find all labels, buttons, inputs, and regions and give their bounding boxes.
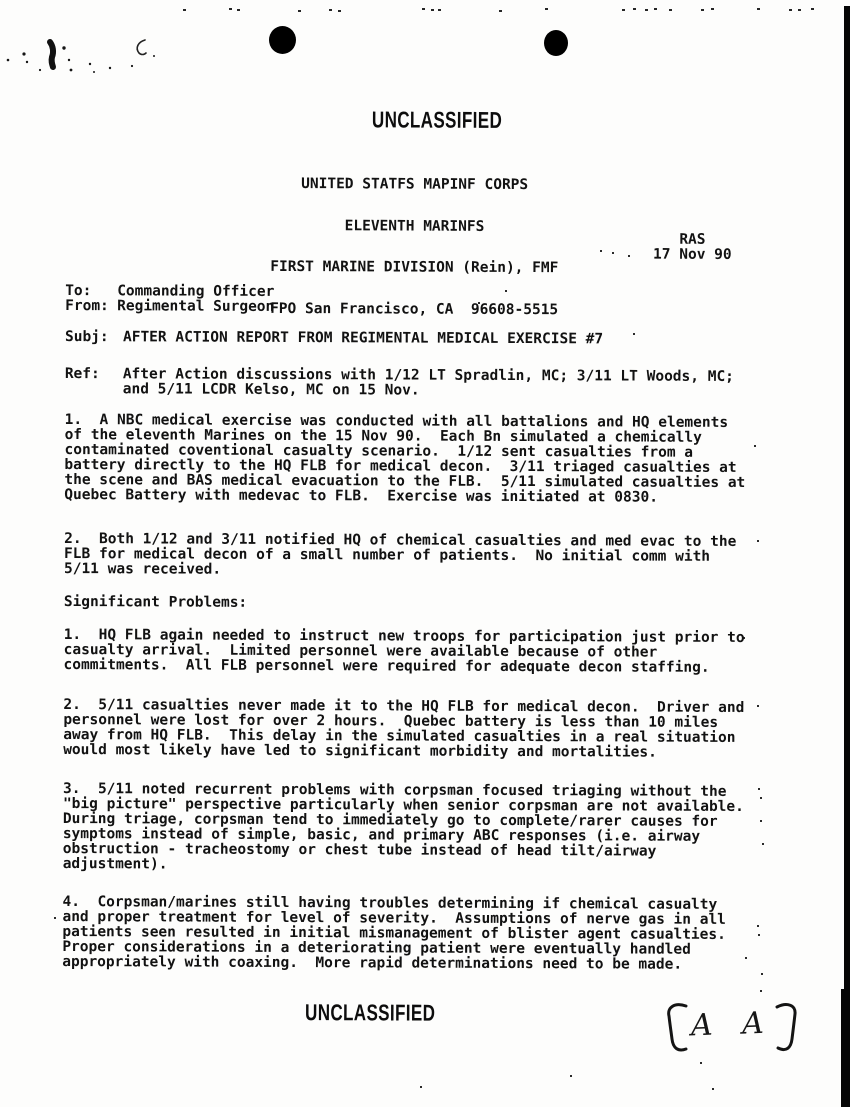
reference-indent xyxy=(65,382,123,397)
problem-paragraph-4: 4. Corpsman/marines still having troubles determining if chemical casualty and proper treatment for level of severity. Assumptions of nerve gas in all patients seen resulted in initial mismanagement of blister agent casualties. Proper considerations in a deteriorating patient were eventually handled appropriately with coaxing. More rapid determinations need to be made. xyxy=(62,894,726,973)
letterhead-line-1: UNITED STATFS MAPINF CORPS xyxy=(301,175,529,193)
classification-banner-bottom: UNCLASSIFIED xyxy=(305,999,436,1026)
from-label: From: xyxy=(65,298,109,315)
reference-block xyxy=(65,367,734,400)
letterhead xyxy=(244,150,585,346)
significant-problems-heading: Significant Problems: xyxy=(63,594,248,611)
letterhead-line-2: ELEVENTH MARINFS xyxy=(344,217,485,235)
body-paragraph-2: 2. Both 1/12 and 3/11 notified HQ of chemical casualties and med evac to the FLB for medical decon of a small number of patients. No initial comm with 5/11 was received. xyxy=(63,531,737,578)
letterhead-line-3: FIRST MARINE DIVISION (Rein), FMF xyxy=(270,259,559,277)
handwritten-initials: A A xyxy=(690,1005,775,1044)
subject-block xyxy=(65,330,603,347)
left-bracket-mark xyxy=(662,1001,688,1055)
subject-label: Subj: xyxy=(64,329,109,346)
from-value: Regimental Surgeon xyxy=(117,298,275,315)
body-paragraph-1: 1. A NBC medical exercise was conducted with all battalions and HQ elements of the eleventh Marines on the 15 Nov 90. Each Bn simulated a chemically contaminated coventional casualty scenario. 1/12 sent casualties from a battery directly to the HQ FLB for medical decon. 3/11 triaged casualties at the scene and BAS medical evacuation to the FLB. 5/11 simulated casualties at Quebec Battery with medevac to FLB. Exercise was initiated at 0830. xyxy=(64,412,746,506)
subject-text: AFTER ACTION REPORT FROM REGIMENTAL MEDICAL EXERCISE #7 xyxy=(122,329,604,348)
classification-banner-top: UNCLASSIFIED xyxy=(371,106,503,133)
problem-paragraph-3: 3. 5/11 noted recurrent problems with corpsman focused triaging without the "big picture" perspective particularly when senior corpsman are not available. During triage, corpsman tend to immediately go to complete/rarer causes for symptoms instead of simple, basic, and primary ABC responses (i.e. airway obstruction - tracheostomy or chest tube instead of head tilt/airway adjustment). xyxy=(62,781,744,873)
document-date: 17 Nov 90 xyxy=(653,246,732,263)
problem-paragraph-1: 1. HQ FLB again needed to instruct new troops for participation just prior to casualty arrival. Limited personnel were available because of other commitments. All FLB personnel were required for adequate decon staffing. xyxy=(63,627,745,676)
to-value: Commanding Officer xyxy=(117,283,275,300)
address-block xyxy=(65,284,274,315)
letterhead-line-4: FPO San Francisco, CA 96608-5515 xyxy=(270,300,559,319)
reference-line-2: and 5/11 LCDR Kelso, MC on 15 Nov. xyxy=(122,381,420,399)
problem-paragraph-2: 2. 5/11 casualties never made it to the HQ FLB for medical decon. Driver and personnel were lost for over 2 hours. Quebec battery is less than 10 miles away from HQ FLB. This delay in the simulated casualties in a real situation would most likely have led to significant morbidity and mortalities. xyxy=(63,697,745,761)
originator-code: RAS xyxy=(679,231,706,248)
date-block xyxy=(647,233,737,263)
right-bracket-mark xyxy=(775,1001,801,1055)
reference-label: Ref: xyxy=(64,366,100,383)
handwritten-annotation xyxy=(662,1001,801,1055)
reference-line-1: After Action discussions with 1/12 LT Spradlin, MC; 3/11 LT Woods, MC; xyxy=(122,366,734,385)
to-label: To: xyxy=(65,283,92,300)
